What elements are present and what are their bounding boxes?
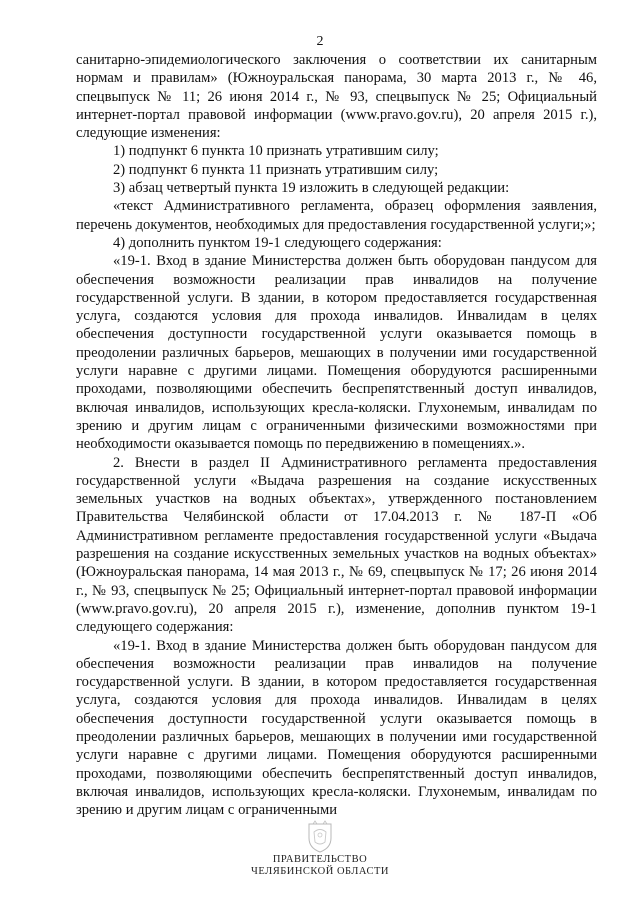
org-name-line-2: ЧЕЛЯБИНСКОЙ ОБЛАСТИ [251,866,389,877]
paragraph-item-2: 2) подпункт 6 пункта 11 признать утратившим силу; [113,161,439,178]
paragraph-section-2: 2. Внести в раздел II Административного регламента предоставления государственной услуги «Выдача разрешения на создание искусственных земельных участков на водных объектах», утвержденного постановлением Правительства Челябинской области от 17.04.2013 г. № 187-П «Об Административном регламенте предоставления государственной услуги «Выдача разрешения на создание искусственных земельных участков на водных объектах» (Южноуральская панорама, 14 мая 2013 г., № 69, спецвыпуск № 17; 26 июня 2014 г., № 93, спецвыпуск № 25; Официальный интернет-портал правовой информации (www.pravo.gov.ru), 20 апреля 2015 г.), изменение, дополнив пунктом 19-1 следующего содержания: [76,454,597,636]
footer [0,820,640,878]
paragraph-clause-19-1: «19-1. Вход в здание Министерства должен быть оборудован пандусом для обеспечения возможности реализации прав инвалидов на получение государственной услуги. В здании, в котором предоставляется государственная услуга, создаются условия для прохода инвалидов. Инвалидам в целях обеспечения доступности государственной услуги оказывается помощь в преодолении различных барьеров, мешающих в получении ими государственной услуги наравне с другими лицами. Помещения оборудуются расширенными проходами, позволяющими обеспечить беспрепятственный доступ инвалидов, включая инвалидов, использующих кресла-коляски. Глухонемым, инвалидам по зрению и другим лицам с ограниченными физическими возможностями при необходимости оказывается помощь по передвижению в помещениях.». [76,253,597,453]
paragraph-item-4: 4) дополнить пунктом 19-1 следующего содержания: [113,234,442,251]
page-number: 2 [316,34,324,49]
document-body [76,51,597,819]
org-name-line-1: ПРАВИТЕЛЬСТВО [272,854,368,865]
paragraph-item-1: 1) подпункт 6 пункта 10 признать утратившим силу; [113,143,439,160]
paragraph-clause-19-1-repeat: «19-1. Вход в здание Министерства должен быть оборудован пандусом для обеспечения возможности реализации прав инвалидов на получение государственной услуги. В здании, в котором предоставляется государственная услуга, создаются условия для прохода инвалидов. Инвалидам в целях обеспечения доступности государственной услуги оказывается помощь в преодолении различных барьеров, мешающих в получении ими государственной услуги наравне с другими лицами. Помещения оборудуются расширенными проходами, позволяющими обеспечить беспрепятственный доступ инвалидов, включая инвалидов, использующих кресла-коляски. Глухонемым, инвалидам по зрению и другим лицам с ограниченными [76,637,597,819]
paragraph-intro: санитарно-эпидемиологического заключения о соответствии их санитарным нормам и правилам» (Южноуральская панорама, 30 марта 2013 г., № 46, спецвыпуск № 11; 26 июня 2014 г., № 93, спецвыпуск № 25; Официальный интернет-портал правовой информации (www.pravo.gov.ru), 20 апреля 2015 г.), следующие изменения: [76,52,597,142]
paragraph-item-3: 3) абзац четвертый пункта 19 изложить в следующей редакции: [113,180,510,197]
coat-of-arms-icon [305,820,335,854]
paragraph-quote-text: «текст Административного регламента, образец оформления заявления, перечень документов, необходимых для предоставления государственной услуги;»; [76,198,597,233]
